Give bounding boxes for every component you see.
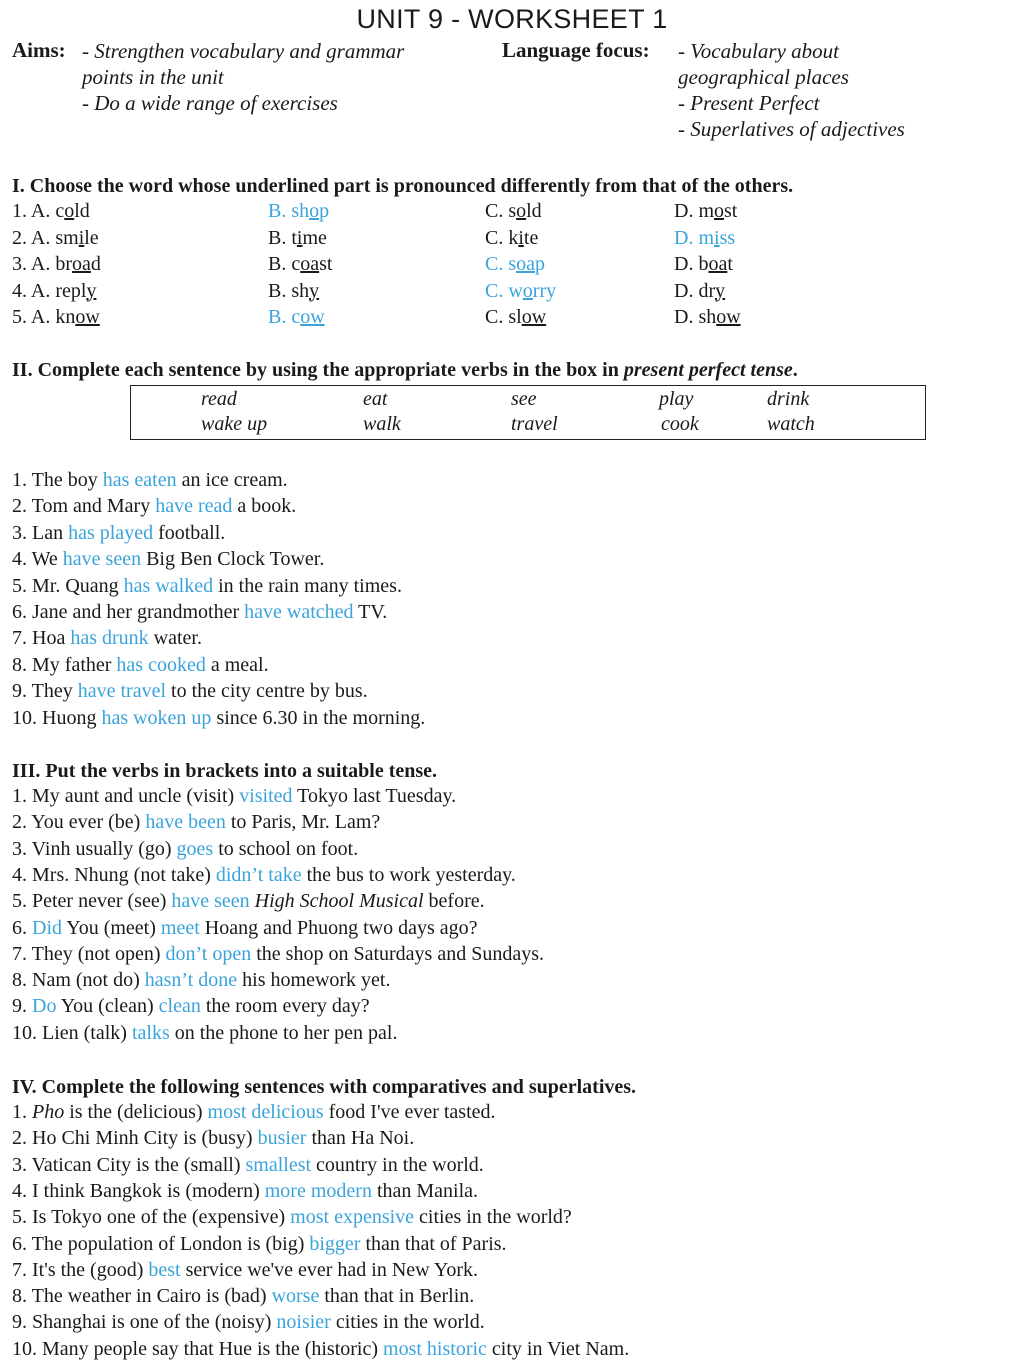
option-suffix: me (302, 226, 327, 249)
sentence-text: 3. Lan (12, 521, 69, 544)
verb-box-word: see (511, 388, 537, 410)
answer-text: has walked (123, 574, 214, 597)
answer-text: visited (239, 785, 293, 807)
option-prefix: B. t (268, 226, 297, 249)
option-suffix: p (319, 200, 330, 222)
page-title: UNIT 9 - WORKSHEET 1 (356, 4, 668, 34)
option-underlined: o (714, 200, 724, 222)
sentence-text: 8. My father (12, 653, 117, 676)
sentence-item (12, 943, 544, 966)
option-c (485, 200, 542, 223)
sentence-text: his homework yet. (237, 969, 391, 992)
option-a (12, 200, 90, 223)
option-c (485, 306, 546, 329)
option-b (268, 200, 329, 223)
sentence-item (12, 838, 358, 861)
option-suffix: le (84, 226, 99, 249)
sentence-text: the bus to work yesterday. (301, 863, 516, 886)
option-d (674, 280, 725, 303)
sentence-text: service we've ever had in New York. (180, 1258, 478, 1281)
answer-text: have been (145, 811, 226, 834)
sentence-text: 2. Ho Chi Minh City is (busy) (12, 1127, 258, 1150)
section-2-heading-c: . (792, 359, 798, 381)
sentence-text: 3. Vatican City is the (small) (12, 1153, 246, 1176)
section-2-heading (12, 359, 798, 382)
sentence-item (12, 1206, 572, 1229)
option-underlined: y (309, 279, 320, 302)
verb-box-word: cook (661, 413, 699, 435)
answer-text: worse (271, 1285, 320, 1308)
title-italic: High School Musical (254, 890, 424, 913)
sentence-text: 4. I think Bangkok is (modern) (12, 1179, 265, 1202)
option-a (12, 280, 96, 303)
sentence-text: 7. Hoa (12, 627, 71, 650)
answer-text: most historic (383, 1337, 487, 1360)
option-b (268, 253, 332, 276)
answer-text: has drunk (70, 627, 149, 650)
answer-text: best (148, 1258, 181, 1281)
option-prefix: C. sl (485, 306, 522, 328)
sentence-text: cities in the world. (330, 1311, 485, 1334)
option-b (268, 280, 319, 303)
answer-text: has cooked (116, 653, 206, 676)
verb-box-word: read (201, 388, 237, 410)
option-prefix: 1. A. c (12, 200, 65, 222)
answer-text: have travel (77, 680, 167, 703)
option-prefix: C. s (485, 253, 517, 275)
answer-text: meet (160, 916, 200, 939)
option-suffix: rry (532, 279, 557, 302)
sentence-text: city in Viet Nam. (486, 1337, 630, 1360)
sentence-text: 4. Mrs. Nhung (not take) (12, 863, 216, 886)
answer-text: has played (68, 521, 154, 544)
sentence-item (12, 522, 225, 545)
aims-line-3: - Do a wide range of exercises (82, 91, 338, 115)
sentence-item (12, 785, 456, 808)
sentence-text: 6. The population of London is (big) (12, 1232, 310, 1255)
section-2-heading-a: II. Complete each sentence by using the appropriate verbs in the box in (12, 359, 624, 381)
sentence-text: 1. My aunt and uncle (visit) (12, 785, 240, 807)
option-underlined: o (309, 200, 320, 222)
answer-text: more modern (264, 1179, 372, 1202)
option-underlined: i (714, 226, 720, 249)
lf-line-4: - Superlatives of adjectives (678, 117, 905, 141)
sentence-item (12, 627, 202, 650)
option-prefix: D. sh (674, 306, 717, 328)
language-focus-label: Language focus: (502, 38, 650, 62)
sentence-text: football. (153, 521, 226, 544)
question-row (12, 200, 1012, 226)
sentence-item (12, 1154, 484, 1177)
section-4-heading: IV. Complete the following sentences with comparatives and superlatives. (12, 1076, 637, 1098)
answer-text: clean (158, 995, 201, 1018)
option-suffix: st (724, 200, 738, 222)
option-prefix: B. c (268, 306, 301, 328)
option-suffix: t (727, 253, 733, 275)
verb-box-word: wake up (201, 413, 268, 435)
option-a (12, 253, 101, 276)
sentence-text: 1. The boy (12, 469, 103, 491)
sentence-text: 7. They (not open) (12, 942, 166, 965)
option-prefix: C. s (485, 200, 517, 222)
option-underlined: o (522, 279, 533, 302)
option-c (485, 227, 538, 250)
sentence-item (12, 890, 485, 913)
sentence-text: Tokyo last Tuesday. (292, 785, 457, 807)
answer-text: have read (155, 495, 233, 518)
sentence-text: water. (148, 627, 202, 650)
option-prefix: 2. A. sm (12, 226, 79, 249)
answer-text: smallest (245, 1153, 312, 1176)
option-c (485, 253, 545, 276)
answer-text: has woken up (101, 706, 212, 729)
aims-line-1: - Strengthen vocabulary and grammar (82, 39, 405, 63)
question-row (12, 306, 1012, 332)
option-suffix: p (535, 253, 546, 275)
italic-word: Pho (32, 1101, 65, 1123)
sentence-text: You (clean) (56, 995, 159, 1018)
sentence-text: 8. Nam (not do) (12, 969, 145, 992)
option-prefix: 4. A. repl (12, 279, 87, 302)
sentence-text: than Ha Noi. (306, 1127, 415, 1150)
option-prefix: B. sh (268, 279, 310, 302)
option-underlined: ow (75, 306, 100, 328)
sentence-text: a meal. (205, 653, 269, 676)
sentence-item (12, 995, 370, 1018)
sentence-text: to the city centre by bus. (166, 680, 368, 703)
sentence-text: 2. Tom and Mary (12, 495, 156, 518)
sentence-item (12, 1233, 507, 1256)
sentence-text: Big Ben Clock Tower. (141, 548, 325, 571)
option-prefix: C. w (485, 279, 523, 302)
aims-label: Aims: (12, 38, 66, 62)
sentence-item (12, 1101, 496, 1124)
sentence-text: 6. Jane and her grandmother (12, 601, 245, 623)
option-underlined: o (516, 200, 527, 222)
option-d (674, 227, 735, 250)
option-underlined: i (78, 226, 85, 249)
lf-line-2: geographical places (678, 65, 849, 89)
sentence-text: than that in Berlin. (319, 1285, 475, 1308)
lf-line-3: - Present Perfect (678, 91, 820, 115)
option-d (674, 253, 733, 276)
question-row (12, 253, 1012, 279)
verb-box (130, 385, 926, 440)
section-1-heading: I. Choose the word whose underlined part is pronounced differently from that of the others. (12, 175, 794, 197)
sentence-text: to school on foot. (213, 837, 359, 860)
sentence-item (12, 1022, 397, 1045)
option-suffix: ld (526, 200, 542, 222)
sentence-item (12, 575, 402, 598)
sentence-item (12, 548, 324, 571)
sentence-text: 3. Vinh usually (go) (12, 837, 177, 860)
sentence-item (12, 654, 269, 677)
option-d (674, 200, 737, 223)
verb-box-word: watch (767, 413, 815, 435)
option-prefix: C. k (485, 226, 519, 249)
option-underlined: o (64, 200, 75, 222)
sentence-text: in the rain many times. (213, 574, 402, 597)
option-b (268, 227, 327, 250)
sentence-text: 5. Peter never (see) (12, 890, 172, 913)
sentence-item (12, 1180, 478, 1203)
answer-text: have watched (244, 601, 354, 623)
sentence-item (12, 864, 516, 887)
answer-text: have seen (62, 548, 142, 571)
sentence-item (12, 1285, 474, 1308)
option-underlined: ow (716, 306, 741, 328)
sentence-item (12, 1338, 629, 1361)
sentence-text: to Paris, Mr. Lam? (225, 811, 381, 834)
sentence-text: 10. Huong (12, 706, 102, 729)
option-suffix: st (319, 253, 333, 275)
sentence-item (12, 969, 390, 992)
sentence-item (12, 1311, 485, 1334)
sentence-item (12, 469, 288, 492)
option-c (485, 280, 556, 303)
sentence-text: before. (423, 890, 485, 913)
lf-line-1: - Vocabulary about (678, 39, 839, 63)
option-prefix: 3. A. br (12, 253, 72, 275)
option-underlined: oa (516, 253, 536, 275)
sentence-text: 7. It's the (good) (12, 1258, 149, 1281)
option-underlined: oa (708, 253, 728, 275)
option-prefix: B. sh (268, 200, 310, 222)
option-b (268, 306, 325, 329)
answer-text: talks (131, 1021, 170, 1044)
aims-line-2: points in the unit (82, 65, 224, 89)
option-prefix: D. dr (674, 279, 716, 302)
sentence-text: food I've ever tasted. (323, 1101, 496, 1123)
sentence-text: than that of Paris. (360, 1232, 507, 1255)
option-suffix: d (90, 253, 101, 275)
option-suffix: te (523, 226, 539, 249)
answer-text: bigger (309, 1232, 361, 1255)
sentence-text: country in the world. (311, 1153, 484, 1176)
sentence-text: on the phone to her pen pal. (169, 1021, 398, 1044)
sentence-text: a book. (232, 495, 297, 518)
sentence-item (12, 707, 425, 730)
option-suffix: ss (719, 226, 736, 249)
option-prefix: 5. A. kn (12, 306, 76, 328)
sentence-text: 5. Is Tokyo one of the (expensive) (12, 1206, 291, 1229)
option-underlined: y (715, 279, 726, 302)
answer-text: have seen (171, 890, 250, 913)
option-suffix: ld (74, 200, 90, 222)
verb-box-word: eat (363, 388, 388, 410)
answer-text: noisier (276, 1311, 331, 1334)
verb-box-word: travel (511, 413, 558, 435)
sentence-text: 1. (12, 1101, 32, 1123)
sentence-text: cities in the world? (414, 1206, 572, 1229)
sentence-text: an ice cream. (176, 469, 288, 491)
option-underlined: oa (300, 253, 320, 275)
option-a (12, 306, 100, 329)
sentence-text: 10. Many people say that Hue is the (historic) (12, 1337, 384, 1360)
option-prefix: D. b (674, 253, 709, 275)
option-underlined: y (86, 279, 97, 302)
sentence-item (12, 601, 387, 624)
sentence-text: 9. (12, 995, 32, 1018)
sentence-text: Hoang and Phuong two days ago? (199, 916, 478, 939)
answer-text: hasn’t done (144, 969, 238, 992)
sentence-text: 9. They (12, 680, 78, 703)
option-underlined: ow (300, 306, 325, 328)
sentence-text: 9. Shanghai is one of the (noisy) (12, 1311, 277, 1334)
language-focus-text (678, 38, 938, 142)
answer-text: goes (176, 837, 214, 860)
sentence-item (12, 811, 380, 834)
answer-text: has eaten (102, 469, 177, 491)
option-underlined: oa (72, 253, 91, 275)
sentence-item (12, 1127, 414, 1150)
sentence-text: the shop on Saturdays and Sundays. (251, 942, 544, 965)
answer-text: didn’t take (215, 863, 302, 886)
sentence-text: than Manila. (371, 1179, 479, 1202)
option-a (12, 227, 99, 250)
sentence-text: You (meet) (62, 916, 161, 939)
option-underlined: ow (521, 306, 547, 328)
answer-text: Do (32, 995, 57, 1018)
sentence-text: 5. Mr. Quang (12, 574, 124, 597)
answer-text: busier (257, 1127, 307, 1150)
sentence-item (12, 1259, 478, 1282)
answer-text: Did (32, 916, 62, 939)
option-d (674, 306, 741, 329)
section-3-heading: III. Put the verbs in brackets into a suitable tense. (12, 760, 438, 782)
option-prefix: B. c (268, 253, 301, 275)
answer-text: don’t open (165, 942, 252, 965)
sentence-item (12, 917, 478, 940)
answer-text: most expensive (290, 1206, 415, 1229)
aims-text (82, 38, 482, 116)
sentence-item (12, 495, 296, 518)
sentence-item (12, 680, 368, 703)
question-row (12, 227, 1012, 253)
sentence-text: 6. (12, 916, 32, 939)
option-prefix: D. m (674, 200, 714, 222)
verb-box-word: walk (363, 413, 401, 435)
answer-text: most delicious (207, 1101, 324, 1123)
option-underlined: i (518, 226, 524, 249)
sentence-text: 4. We (12, 548, 63, 571)
sentence-text: 10. Lien (talk) (12, 1021, 132, 1044)
option-prefix: D. m (674, 226, 714, 249)
verb-box-word: drink (767, 388, 810, 410)
verb-box-word: play (659, 388, 694, 410)
section-2-heading-b: present perfect tense (623, 359, 793, 381)
sentence-text: TV. (353, 601, 388, 623)
question-row (12, 280, 1012, 306)
sentence-text: 8. The weather in Cairo is (bad) (12, 1285, 272, 1308)
option-underlined: i (296, 226, 303, 249)
sentence-text: 2. You ever (be) (12, 811, 146, 834)
sentence-text: is the (delicious) (64, 1101, 208, 1123)
sentence-text: the room every day? (200, 995, 370, 1018)
sentence-text: since 6.30 in the morning. (211, 706, 426, 729)
